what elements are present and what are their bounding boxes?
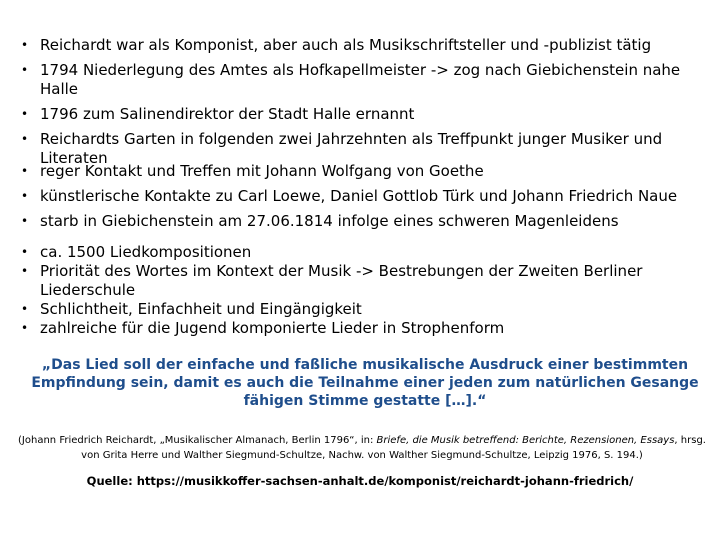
list-item bbox=[0, 212, 720, 231]
bullet-icon: • bbox=[21, 189, 29, 203]
bullet-list-biography bbox=[0, 36, 720, 174]
citation-suffix: , hrsg. von Grita Herre und Walther Siegmund-Schultze, Nachw. von Walther Siegmund-Schultze, Leipzig 1976, S. 194.) bbox=[81, 435, 706, 461]
quote: „Das Lied soll der einfache und faßliche musikalische Ausdruck einer bestimmten Empfindung sein, damit es auch die Teilnahme einer jeden zum natürlichen Gesange fähigen Stimme gestatte […].“ bbox=[31, 357, 699, 409]
list-item-text: Priorität des Wortes im Kontext der Musik -> Bestrebungen der Zweiten Berliner Liederschule bbox=[40, 262, 643, 299]
list-item-text: Reichardts Garten in folgenden zwei Jahrzehnten als Treffpunkt junger Musiker und Literaten bbox=[40, 130, 663, 167]
bullet-icon: • bbox=[21, 214, 29, 228]
citation-title: Briefe, die Musik betreffend: Berichte, Rezensionen, Essays bbox=[376, 435, 675, 446]
list-item bbox=[0, 262, 720, 300]
list-item bbox=[0, 187, 720, 206]
bullet-icon: • bbox=[21, 63, 29, 77]
citation bbox=[12, 433, 712, 463]
bullet-list-contacts bbox=[0, 162, 720, 237]
bullet-icon: • bbox=[21, 264, 29, 278]
list-item bbox=[0, 36, 720, 55]
list-item-text: ca. 1500 Liedkompositionen bbox=[40, 243, 252, 261]
bullet-icon: • bbox=[21, 107, 29, 121]
list-item-text: Reichardt war als Komponist, aber auch als Musikschriftsteller und -publizist tätig bbox=[40, 36, 652, 54]
list-item-text: Schlichtheit, Einfachheit und Eingängigkeit bbox=[40, 300, 362, 318]
bullet-icon: • bbox=[21, 245, 29, 259]
list-item-text: 1794 Niederlegung des Amtes als Hofkapellmeister -> zog nach Giebichenstein nahe Halle bbox=[40, 61, 681, 98]
list-item-text: künstlerische Kontakte zu Carl Loewe, Daniel Gottlob Türk und Johann Friedrich Naue bbox=[40, 187, 678, 205]
list-item bbox=[0, 105, 720, 124]
bullet-icon: • bbox=[21, 302, 29, 316]
source-line: Quelle: https://musikkoffer-sachsen-anhalt.de/komponist/reichardt-johann-friedrich/ bbox=[86, 474, 634, 488]
list-item-text: reger Kontakt und Treffen mit Johann Wolfgang von Goethe bbox=[40, 162, 484, 180]
bullet-icon: • bbox=[21, 321, 29, 335]
list-item-text: starb in Giebichenstein am 27.06.1814 infolge eines schweren Magenleidens bbox=[40, 212, 619, 230]
bullet-icon: • bbox=[21, 164, 29, 178]
list-item bbox=[0, 319, 720, 338]
list-item-text: 1796 zum Salinendirektor der Stadt Halle ernannt bbox=[40, 105, 415, 123]
list-item bbox=[0, 162, 720, 181]
list-item bbox=[0, 61, 720, 99]
list-item bbox=[0, 300, 720, 319]
bullet-icon: • bbox=[21, 132, 29, 146]
list-item-text: zahlreiche für die Jugend komponierte Lieder in Strophenform bbox=[40, 319, 505, 337]
citation-prefix: (Johann Friedrich Reichardt, „Musikalischer Almanach, Berlin 1796“, in: bbox=[18, 435, 377, 446]
bullet-list-works bbox=[0, 243, 720, 338]
list-item bbox=[0, 243, 720, 262]
bullet-icon: • bbox=[21, 38, 29, 52]
